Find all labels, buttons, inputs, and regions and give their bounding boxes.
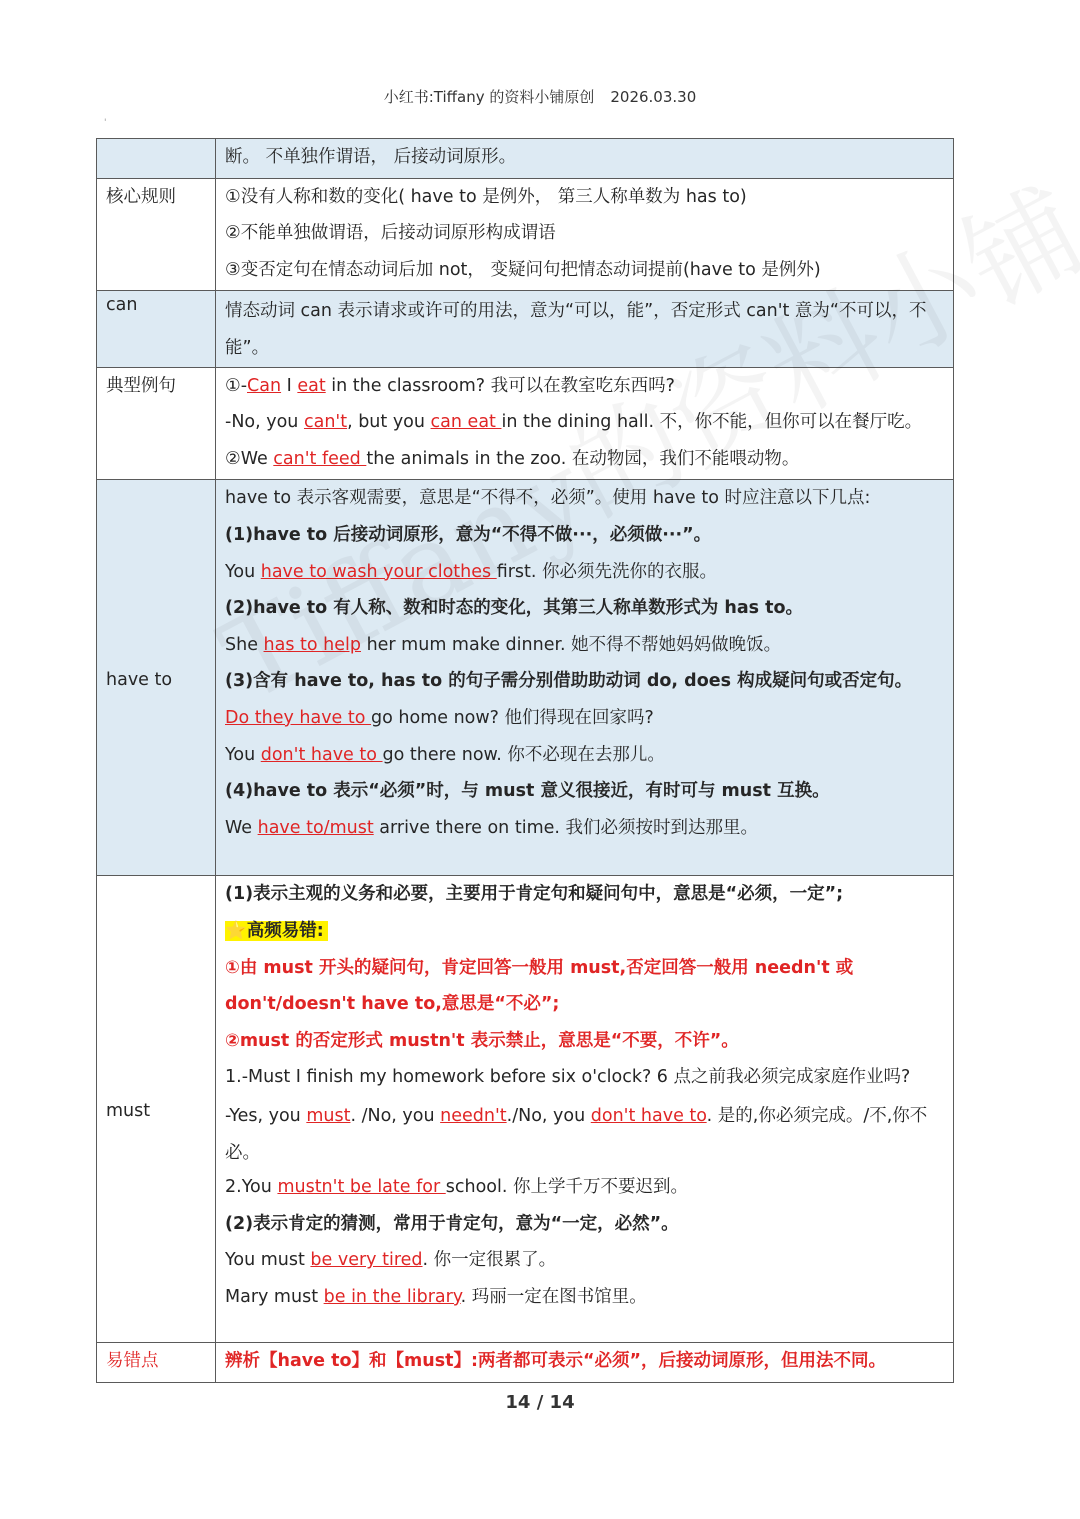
row-label: have to [97,480,216,876]
rule-point: (2)have to 有人称、数和时态的变化，其第三人称单数形式为 has to。 [225,598,804,619]
example-line: Mary must be in the library. 玛丽一定在图书馆里。 [225,1286,647,1307]
rule-point: (2)表示肯定的猜测，常用于肯定句，意为“一定，必然”。 [225,1213,679,1234]
rule-point: (4)have to 表示“必须”时，与 must 意义很接近，有时可与 must 互换。 [225,781,830,802]
rule-line: ③变否定句在情态动词后加 not， 变疑问句把情态动词提前(have to 是例外) [225,259,821,280]
header-date: 2026.03.30 [610,88,697,106]
warning-line: don't/doesn't have to,意思是“不必”; [225,994,560,1015]
warning-heading: ⭐高频易错: [225,915,947,952]
row-label: 核心规则 [97,178,216,291]
table-row [97,480,954,876]
rule-line: ①没有人称和数的变化( have to 是例外， 第三人称单数为 has to) [225,186,747,207]
table-row [97,139,954,179]
example-line: 1.-Must I finish my homework before six o'clock? 6 点之前我必须完成家庭作业吗? [225,1067,911,1088]
row-content [216,480,954,876]
rule-point: (1)表示主观的义务和必要，主要用于肯定句和疑问句中，意思是“必须，一定”; [225,884,844,905]
example-line: ①-Can I eat in the classroom? 我可以在教室吃东西吗? [225,375,675,396]
have-to-intro: have to 表示客观需要，意思是“不得不，必须”。使用 have to 时应注意以下几点: [225,488,871,509]
example-line: You have to wash your clothes first. 你必须先洗你的衣服。 [225,561,718,582]
row-content [216,367,954,480]
continued-text: 断。 不单独作谓语， 后接动词原形。 [225,147,517,167]
error-point-text: 辨析【have to】和【must】:两者都可表示“必须”，后接动词原形，但用法不同。 [225,1351,886,1372]
table-row [97,876,954,1343]
row-label: 典型例句 [97,367,216,480]
row-label: 易错点 [97,1343,216,1383]
row-content [216,178,954,291]
table-row [97,291,954,367]
row-content [216,139,954,179]
star-icon: ⭐ [225,920,247,941]
rule-point: (3)含有 have to, has to 的句子需分别借助助动词 do, does 构成疑问句或否定句。 [225,671,913,692]
header-source: 小红书:Tiffany 的资料小铺原创 [383,88,595,106]
page-number: 14 / 14 [505,1392,575,1413]
page-header [0,86,1080,107]
example-line: You must be very tired. 你一定很累了。 [225,1250,557,1271]
grammar-table [96,138,954,1383]
example-line: -No, you can't, but you can eat in the dining hall. 不，你不能，但你可以在餐厅吃。 [225,412,923,433]
table-row [97,1343,954,1383]
example-line: She has to help her mum make dinner. 她不得不帮她妈妈做晚饭。 [225,634,782,655]
example-line: We have to/must arrive there on time. 我们必须按时到达那里。 [225,817,759,838]
can-definition: 情态动词 can 表示请求或许可的用法，意为“可以，能”，否定形式 can't 意为“不可以，不能”。 [225,301,927,358]
warning-line: ②must 的否定形式 mustn't 表示禁止，意思是“不要，不许”。 [225,1030,739,1051]
table-row [97,178,954,291]
example-line: -Yes, you must. /No, you needn't./No, you don't have to. 是的,你必须完成。/不,你不必。 [225,1105,928,1163]
tick-mark: ' [104,118,107,128]
row-content [216,876,954,1343]
table-row [97,367,954,480]
example-line: 2.You mustn't be late for school. 你上学千万不要迟到。 [225,1177,688,1198]
row-content [216,1343,954,1383]
row-label [97,139,216,179]
rule-line: ②不能单独做谓语，后接动词原形构成谓语 [225,223,556,244]
example-line: You don't have to go there now. 你不必现在去那儿。 [225,744,665,765]
rule-point: (1)have to 后接动词原形，意为“不得不做···，必须做···”。 [225,524,712,545]
warning-line: ①由 must 开头的疑问句，肯定回答一般用 must,否定回答一般用 needn't 或 [225,957,854,978]
row-label: can [97,291,216,367]
row-content [216,291,954,367]
example-line: Do they have to go home now? 他们得现在回家吗? [225,707,654,728]
example-line: ②We can't feed the animals in the zoo. 在动物园，我们不能喂动物。 [225,448,800,469]
row-label: must [97,876,216,1343]
